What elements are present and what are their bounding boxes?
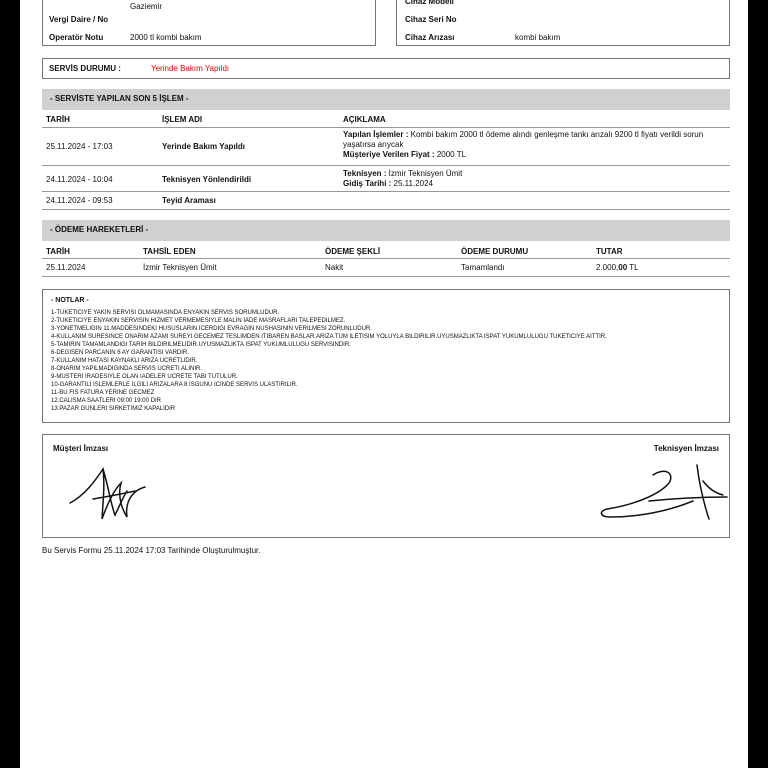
note-line-4: 4-KULLANIM SURESINCE ONARIM AZAMI SUREYI GECEMEZ TESLIMDEN ITIBAREN BASLAR.ARIZA TUM ILETISIM YOLUYLA BILDIRILIR.UYUSMAZLIKTA ISPAT YUKUMLULUGU TUKETICIYE AITTIR.	[51, 334, 607, 340]
notes-list	[51, 309, 607, 413]
operations-header-divider	[42, 127, 730, 128]
operations-col-date: TARİH	[46, 115, 70, 124]
operations-col-name: İŞLEM ADI	[162, 115, 203, 124]
operation-row-2-date: 24.11.2024 - 10:04	[46, 175, 113, 184]
payments-section-title: - ÖDEME HAREKETLERİ -	[42, 220, 730, 241]
operation-row-1-desc-text-2: 2000 TL	[436, 150, 467, 159]
payment-row-method: Nakit	[325, 263, 344, 272]
operation-row-1-date: 25.11.2024 - 17:03	[46, 142, 113, 151]
operation-row-3-name: Teyid Araması	[162, 196, 216, 205]
form-created-footer: Bu Servis Formu 25.11.2024 17:03 Tarihinde Oluşturulmuştur.	[42, 546, 261, 555]
device-model-label: Cihaz Modeli	[405, 0, 454, 6]
note-line-6: 6-DEGISEN PARCANIN 6 AY GARANTISI VARDIR.	[51, 350, 189, 356]
technician-signature-label: Teknisyen İmzası	[653, 444, 719, 453]
service-status-label: SERVİS DURUMU :	[49, 64, 121, 73]
address-value: Gaziemir	[130, 2, 163, 11]
note-line-3: 3-YONETMELIGIN 11.MADDESINDEKI HUSUSLARIN ICERDIGI EVRAGIN NUSHASININ VERILMESI ZORUNLUDUR.	[51, 326, 372, 332]
operation-row-2-desc-text-1: İzmir Teknisyen Ümit	[388, 169, 463, 178]
operations-section-title: - SERVİSTE YAPILAN SON 5 İŞLEM -	[42, 89, 730, 110]
customer-signature-image	[65, 461, 155, 525]
operation-row-1-name: Yerinde Bakım Yapıldı	[162, 142, 245, 151]
note-line-2: 2-TUKETICIYE ENYAKIN SERVISIN HIZMET VERMEMESIYLE MALIN IADE MASRAFLARI TALEPEDILMEZ.	[51, 318, 346, 324]
payments-header-divider	[42, 258, 730, 259]
payment-amount-currency: TL	[627, 263, 639, 272]
device-serial-label: Cihaz Seri No	[405, 15, 457, 24]
operation-row-2-desc-label-1: Teknisyen :	[343, 169, 387, 178]
technician-signature-image	[593, 461, 729, 525]
device-fault-value: kombi bakım	[515, 33, 561, 42]
operation-row-1-desc-label-1: Yapılan İşlemler :	[343, 130, 409, 139]
customer-info-box	[42, 0, 376, 46]
payments-col-date: TARİH	[46, 247, 70, 256]
customer-signature-label: Müşteri İmzası	[53, 444, 109, 453]
operator-note-value: 2000 tl kombi bakım	[130, 33, 202, 42]
payments-col-status: ÖDEME DURUMU	[461, 247, 529, 256]
payment-amount-decimal: 00	[618, 263, 628, 272]
note-line-7: 7-KULLANIM HATASI KAYNAKLI ARIZA UCRETLIDIR.	[51, 358, 198, 364]
payments-col-collector: TAHSİL EDEN	[143, 247, 196, 256]
signatures-box	[42, 434, 730, 538]
payments-col-method: ÖDEME ŞEKLİ	[325, 247, 381, 256]
service-form-page	[20, 0, 748, 768]
payment-row-date: 25.11.2024	[46, 263, 86, 272]
operation-row-2-desc	[343, 169, 728, 189]
note-line-5: 5-TAMIRIN TAMAMLANDIGI TARIH BILDIRILMELIDIR.UYUSMAZLIKTA ISPAT YUKUMLULUGU SERVISINDIR.	[51, 342, 351, 348]
payment-row-status: Tamamlandı	[461, 263, 505, 272]
operation-row-2-desc-label-2: Gidiş Tarihi :	[343, 179, 392, 188]
payment-row-collector: İzmir Teknisyen Ümit	[143, 263, 217, 272]
note-line-9: 9-MUSTERI IRADESIYLE OLAN IADELER UCRETE TABI TUTULUR.	[51, 374, 238, 380]
operation-row-2-name: Teknisyen Yönlendirildi	[162, 175, 252, 184]
operation-row-2-desc-text-2: 25.11.2024	[393, 179, 433, 188]
note-line-1: 1-TUKETICIYE YAKIN SERVISI OLMAMASINDA ENYAKIN SERVIS SORUMLUDUR.	[51, 310, 280, 316]
note-line-11: 11-BU FIS FATURA YERINE GECMEZ	[51, 390, 155, 396]
tax-office-label: Vergi Daire / No	[49, 15, 109, 24]
payments-col-amount: TUTAR	[596, 247, 623, 256]
operations-col-desc: AÇIKLAMA	[343, 115, 386, 124]
payment-row-amount	[596, 263, 639, 273]
payment-amount-main: 2.000,	[596, 263, 619, 272]
note-line-13: 13.PAZAR GUNLERI SIRKETIMIZ KAPALIDIR	[51, 406, 176, 412]
operation-row-3-date: 24.11.2024 - 09:53	[46, 196, 113, 205]
operation-row-1-desc-text-1: Kombi bakım 2000 tl ödeme alındı genleşme tankı arızalı 9200 tl fiyatı verildi sorun yaşatırsa arıycak	[343, 130, 704, 149]
operation-row-1-desc	[343, 130, 728, 160]
device-fault-label: Cihaz Arızası	[405, 33, 455, 42]
device-info-box	[396, 0, 730, 46]
service-status-value: Yerinde Bakım Yapıldı	[151, 64, 230, 73]
operation-row-1-desc-label-2: Müşteriye Verilen Fiyat :	[343, 150, 435, 159]
note-line-8: 8-ONARIM YAPILMADIGINDA SERVIS UCRETI ALINIR.	[51, 366, 203, 372]
operation-row-3-divider	[42, 209, 730, 210]
notes-box	[42, 289, 730, 423]
note-line-10: 10-GARANTILI ISLEMLERLE ILGILI ARIZALARA 8 ISGUNU ICINDE SERVIS ULASTIRILIR.	[51, 382, 298, 388]
notes-title: - NOTLAR -	[51, 297, 89, 304]
operator-note-label: Operatör Notu	[49, 33, 104, 42]
payment-row-divider	[42, 276, 730, 277]
note-line-12: 12.CALISMA SAATLERI 09:00 19:00 DIR	[51, 398, 161, 404]
operation-row-2-divider	[42, 191, 730, 192]
operation-row-1-divider	[42, 165, 730, 166]
service-status-box	[42, 58, 730, 79]
